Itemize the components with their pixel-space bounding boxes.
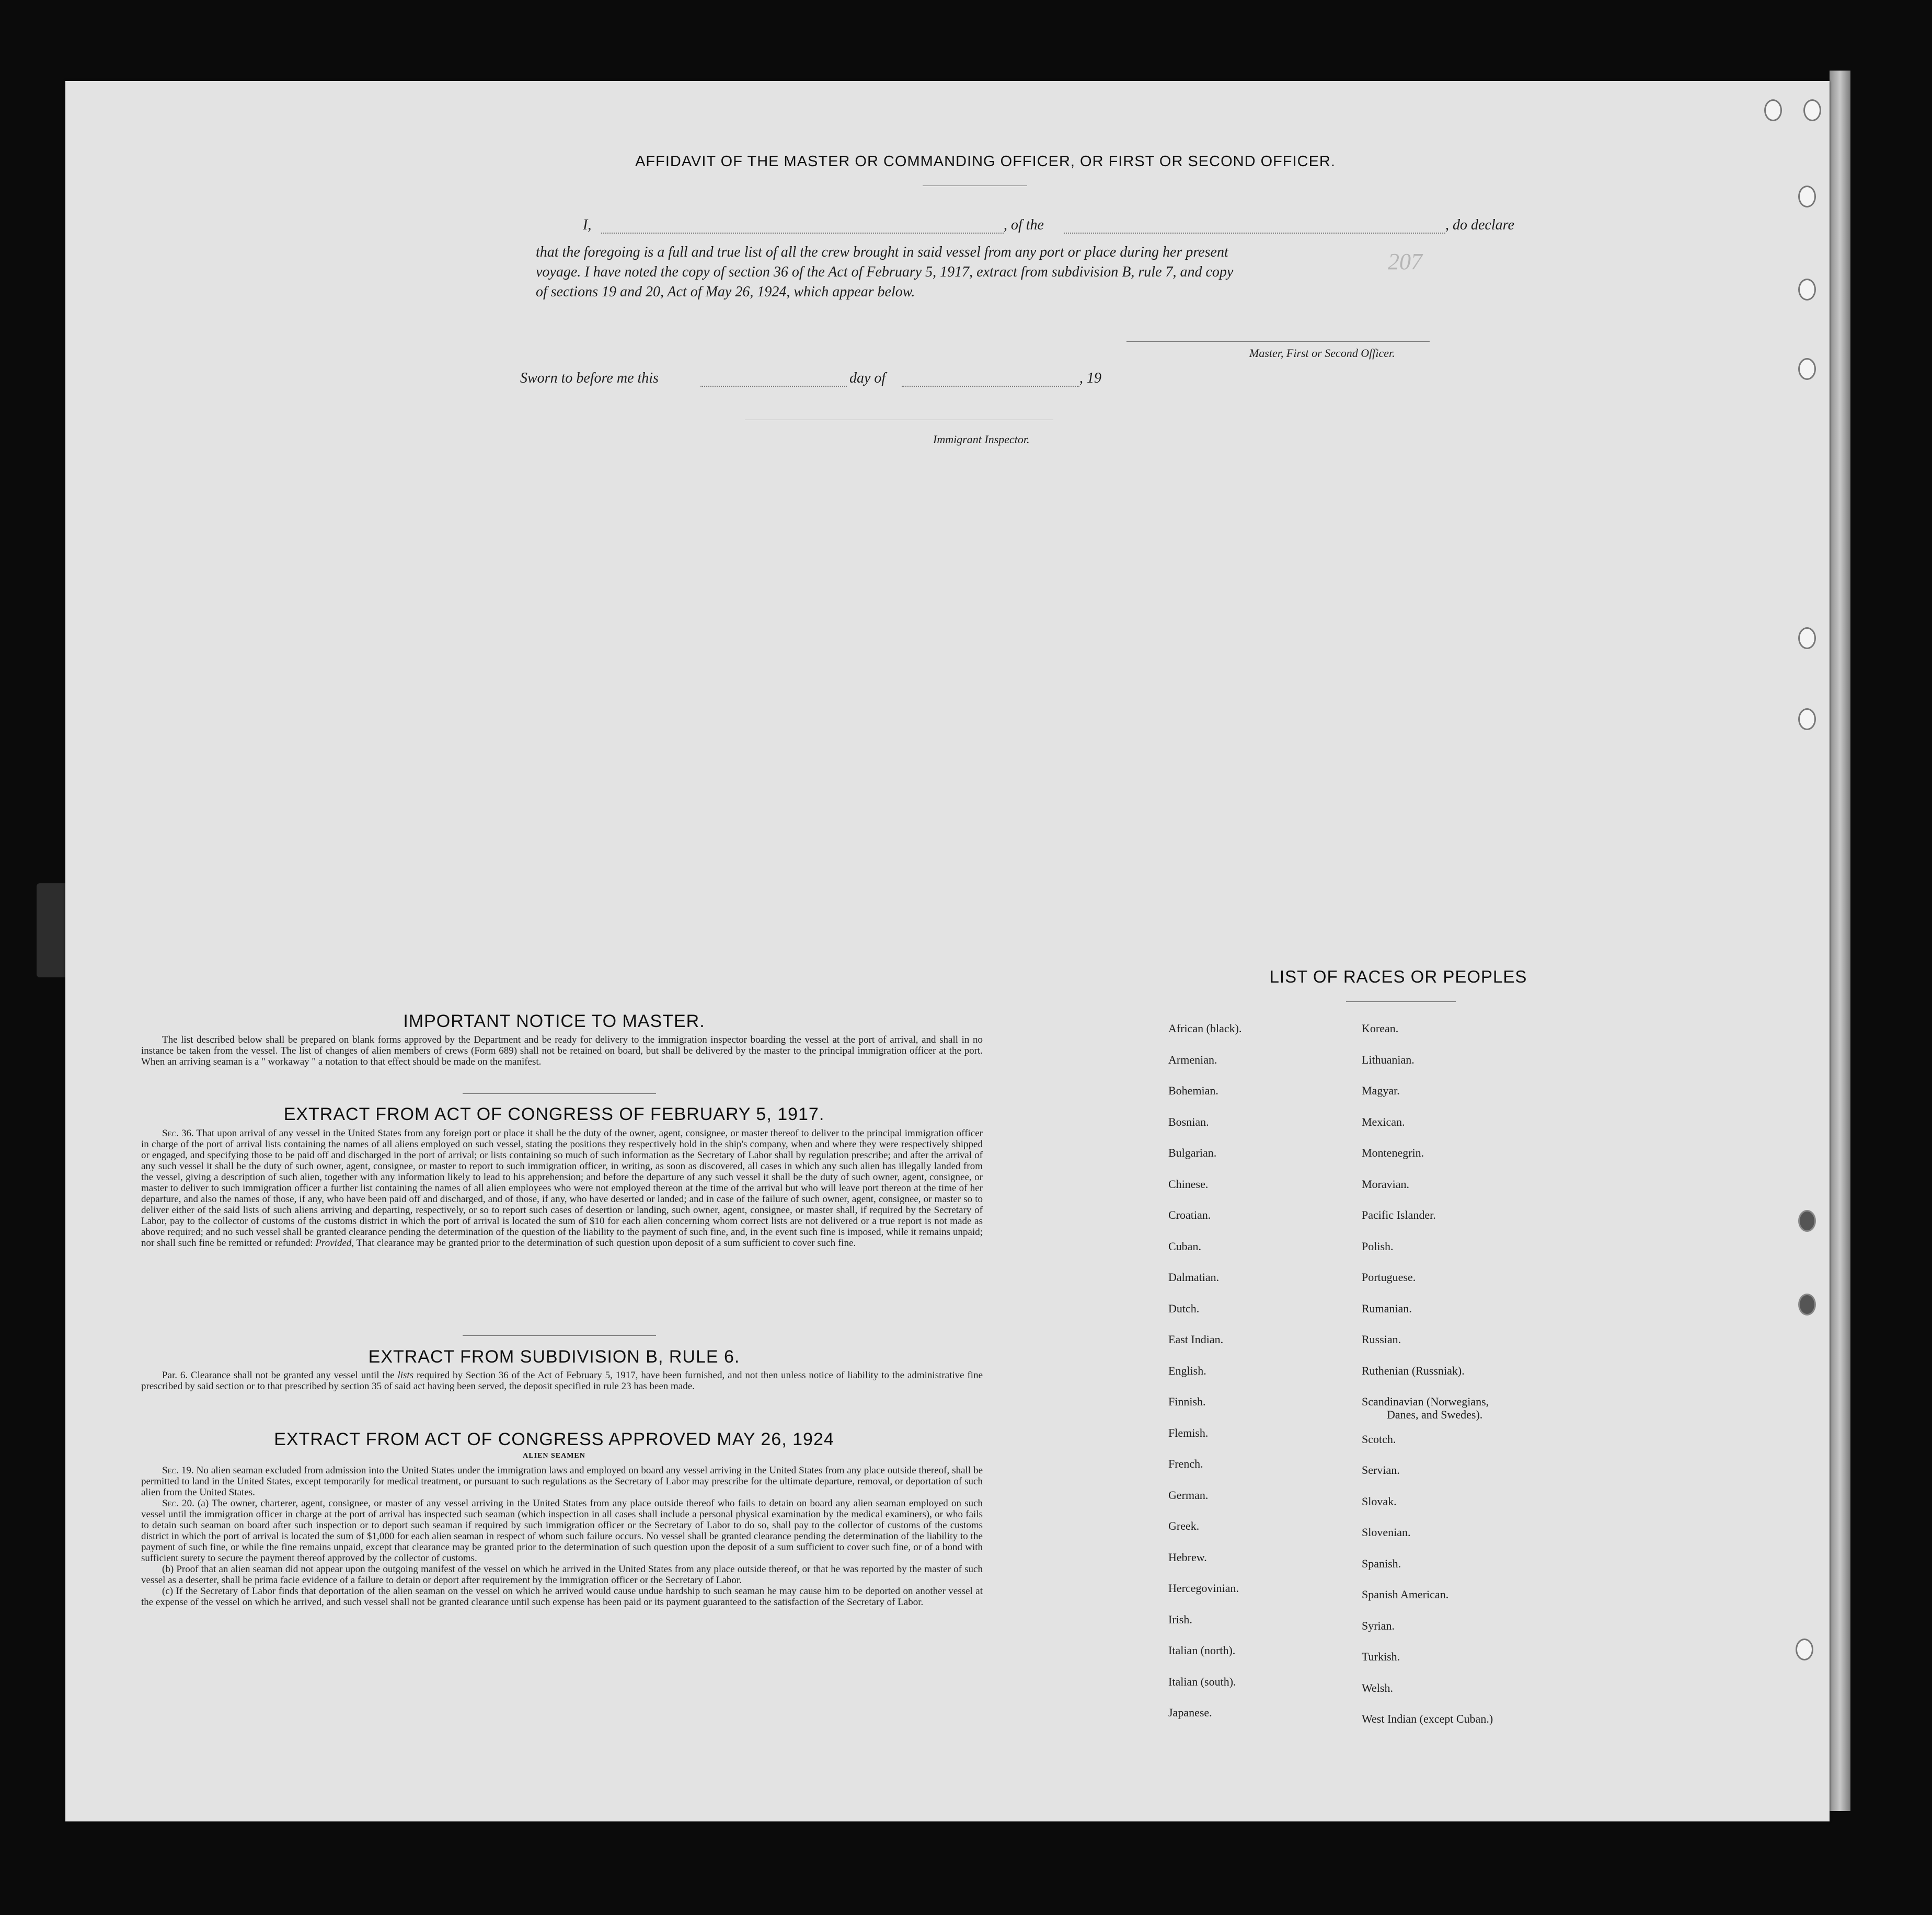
sec-19-label: Sec. 19. (162, 1465, 194, 1476)
notice-rule (463, 1093, 656, 1094)
sworn-prefix: Sworn to before me this (520, 370, 659, 386)
race-item: Greek. (1168, 1519, 1200, 1532)
race-item: Bulgarian. (1168, 1146, 1217, 1159)
sworn-day-line (700, 386, 847, 387)
race-item: Italian (north). (1168, 1644, 1236, 1657)
rule-6-text-b: required by Section 36 of the Act of February 5, 1917, have been furnished, and not then unless notice of liability to the administrative fine prescribed by said section or to that prescribed by section 35 of said act having been served, the deposit specified in rule 23 has been made. (141, 1370, 983, 1392)
race-item: Cuban. (1168, 1239, 1201, 1253)
race-scandinavian-continuation: Danes, and Swedes). (1387, 1408, 1483, 1421)
race-item: Bohemian. (1168, 1084, 1218, 1097)
punch-hole (1798, 1294, 1816, 1316)
extract-1924-text (141, 1465, 983, 1608)
races-title-rule (1346, 1001, 1456, 1002)
race-item: Italian (south). (1168, 1675, 1236, 1688)
race-item: Dutch. (1168, 1301, 1200, 1315)
sec-20-label: Sec. 20. (162, 1498, 194, 1509)
race-item: Lithuanian. (1362, 1053, 1414, 1066)
punch-hole (1803, 99, 1821, 121)
punch-hole (1798, 358, 1816, 380)
race-item: Portuguese. (1362, 1271, 1416, 1284)
notice-paragraph: The list described below shall be prepared on blank forms approved by the Department and be ready for delivery to the immigration inspector boarding the vessel at the port of arrival, and shall in no instance be taken from the vessel. The list of changes of alien members of crews (Form 689) shall not be retained on board, but shall be delivered by the master to the principal immigration officer at the port. When an arriving seaman is a " workaway " a notation to that effect should be made on the manifest. (141, 1034, 983, 1067)
race-item: Slovenian. (1362, 1526, 1411, 1539)
race-item: Moravian. (1362, 1177, 1410, 1191)
punch-hole (1796, 1639, 1813, 1660)
race-item: Slovak. (1362, 1494, 1397, 1508)
sworn-month-line (902, 386, 1079, 387)
race-item: Syrian. (1362, 1619, 1395, 1632)
race-item: Chinese. (1168, 1177, 1209, 1191)
inspector-label: Immigrant Inspector. (933, 433, 1030, 446)
notice-title: IMPORTANT NOTICE TO MASTER. (403, 1011, 705, 1031)
race-item: Welsh. (1362, 1681, 1393, 1694)
race-item: West Indian (except Cuban.) (1362, 1712, 1493, 1725)
punch-hole (1798, 279, 1816, 301)
race-item: Spanish. (1362, 1556, 1401, 1570)
punch-hole (1798, 708, 1816, 730)
punch-hole (1798, 627, 1816, 649)
affidavit-do-declare: , do declare (1445, 217, 1514, 233)
race-item: Ruthenian (Russniak). (1362, 1364, 1465, 1377)
punch-hole (1798, 186, 1816, 207)
race-item: Bosnian. (1168, 1115, 1209, 1128)
race-item: Rumanian. (1362, 1301, 1412, 1315)
race-item: Scandinavian (Norwegians, (1362, 1395, 1489, 1408)
extract-1924-subtitle: ALIEN SEAMEN (523, 1452, 585, 1460)
race-item: Mexican. (1362, 1115, 1405, 1128)
manifest-page (65, 81, 1830, 1821)
provided-label: Provided, (315, 1238, 354, 1249)
race-item: Russian. (1362, 1333, 1401, 1346)
race-item: Armenian. (1168, 1053, 1217, 1066)
race-item: English. (1168, 1364, 1206, 1377)
race-item: Pacific Islander. (1362, 1208, 1436, 1221)
signature-label: Master, First or Second Officer. (1249, 347, 1395, 360)
race-item: Turkish. (1362, 1650, 1400, 1663)
rule-6-text (141, 1370, 983, 1392)
races-title: LIST OF RACES OR PEOPLES (1269, 967, 1527, 986)
race-item: East Indian. (1168, 1333, 1224, 1346)
sec-19-text: No alien seaman excluded from admission into the United States under the immigration laws and employed on board any vessel arriving in the United States from any place outside thereof, shall be permitted to land in the United States, except temporarily for medical treatment, or pursuant to such regulations as the Secretary of Labor may prescribe for the ultimate departure, removal, or deportation of such alien from the United States. (141, 1465, 983, 1498)
affidavit-i: I, (583, 217, 592, 233)
notice-text (141, 1034, 983, 1067)
affidavit-of-the: , of the (1004, 217, 1044, 233)
extract-1917-rule (463, 1335, 656, 1336)
race-item: Flemish. (1168, 1426, 1209, 1439)
race-item: Montenegrin. (1362, 1146, 1424, 1159)
rule-6-title: EXTRACT FROM SUBDIVISION B, RULE 6. (368, 1347, 740, 1367)
bleed-through-page-number: 207 (1388, 249, 1422, 274)
race-item: Japanese. (1168, 1706, 1212, 1719)
sec-36-text-end: That clearance may be granted prior to the determination of such question upon deposit of a sum sufficient to cover such fine. (356, 1238, 856, 1249)
race-item: Scotch. (1362, 1432, 1396, 1446)
race-item: Croatian. (1168, 1208, 1211, 1221)
sec-20-c-text: (c) If the Secretary of Labor finds that deportation of the alien seaman on the vessel on which he arrived would cause undue hardship to such seaman he may cause him to be deported on another vessel at the expense of the vessel on which he arrived, and such vessel shall not be granted clearance until such expense has been paid or its payment guaranteed to the satisfaction of the Secretary of Labor. (141, 1586, 983, 1608)
race-item: Korean. (1362, 1022, 1399, 1035)
rule-6-lists: lists (397, 1370, 414, 1381)
race-item: Hebrew. (1168, 1550, 1207, 1564)
affidavit-line-3: voyage. I have noted the copy of section 36 of the Act of February 5, 1917, extract from subdivision B, rule 7, and copy (536, 264, 1234, 280)
race-item: Polish. (1362, 1239, 1394, 1253)
race-item: German. (1168, 1488, 1209, 1502)
extract-1917-title: EXTRACT FROM ACT OF CONGRESS OF FEBRUARY 5, 1917. (283, 1104, 825, 1124)
race-item: Hercegovinian. (1168, 1582, 1239, 1595)
sec-36-label: Sec. 36. (162, 1128, 194, 1139)
punch-hole (1798, 1210, 1816, 1232)
race-item: Finnish. (1168, 1395, 1206, 1408)
affidavit-vessel-line (1064, 233, 1445, 234)
page-edge (1830, 71, 1850, 1811)
sec-20-a-text: (a) The owner, charterer, agent, consignee, or master of any vessel arriving in the United States from any place outside thereof who fails to detain on board any alien seaman employed on such vessel until the immigration officer in charge at the port of arrival has inspected such seaman (which inspection in all cases shall include a personal physical examination by the medical examiners), or who fails to detain such seaman on board after such inspection or to deport such seaman if required by such immigration officer or the Secretary of Labor to do so, shall pay to the collector of customs of the customs district in which the port of arrival is located the sum of $1,000 for each alien seaman in respect of whom such failure occurs. No vessel shall be granted clearance pending the determination of the liability to the payment of such fine, or while the fine remains unpaid, except that clearance may be granted prior to the determination of such question upon the deposit of a sum sufficient to cover such fine, or of a bond with sufficient surety to secure the payment thereof approved by the collector of customs. (141, 1498, 983, 1564)
binding-clip (37, 883, 68, 977)
affidavit-title: AFFIDAVIT OF THE MASTER OR COMMANDING OFFICER, OR FIRST OR SECOND OFFICER. (635, 153, 1336, 170)
signature-line (1126, 341, 1430, 342)
rule-6-text-a: Par. 6. Clearance shall not be granted any vessel until the (162, 1370, 395, 1381)
extract-1917-text (141, 1128, 983, 1249)
extract-1924-title: EXTRACT FROM ACT OF CONGRESS APPROVED MAY 26, 1924 (274, 1429, 834, 1449)
punch-hole (1764, 99, 1782, 121)
race-item: African (black). (1168, 1022, 1242, 1035)
affidavit-name-line (601, 233, 1004, 234)
sec-36-text: That upon arrival of any vessel in the United States from any foreign port or place it shall be the duty of the owner, agent, consignee, or master thereof to deliver to the principal immigration officer in charge of the port of arrival lists containing the names of all aliens employed on such vessel, stating the positions they respectively hold in the ship's company, when and where they were respectively shipped or engaged, and specifying those to be paid off and discharged in the port of arrival; or lists containing so much of such information as the Secretary of Labor shall by regulation prescribe; and after the arrival of any such vessel it shall be the duty of such owner, agent, consignee, or master to report to such immigration officer, in writing, as soon as discovered, all cases in which any such alien has illegally landed from the vessel, giving a description of such alien, together with any information likely to lead to his apprehension; and before the departure of any such vessel it shall be the duty of such owner, agent, consignee, or master to deliver to such immigration officer a further list containing the names of all alien employees who were not employed thereon at the time of the arrival but who will leave port thereon at the time of her departure, and also the names of those, if any, who have been paid off and discharged, and of those, if any, who have deserted or landed; and in case of the failure of such owner, agent, consignee, or master so to deliver either of the said lists of such aliens arriving and departing, respectively, or so to report such cases of desertion or landing, such owner, agent, consignee, or master shall, if required by the Secretary of Labor, pay to the collector of customs of the customs district in which the port of arrival is located the sum of $10 for each alien concerning whom correct lists are not delivered or a true report is not made as above required; and no such vessel shall be granted clearance pending the determination of the question of the liability to the payment of such fine, and, in the event such fine is imposed, while it remains unpaid; nor shall such fine be remitted or refunded: (141, 1128, 983, 1249)
sec-20-b-text: (b) Proof that an alien seaman did not appear upon the outgoing manifest of the vessel on which he arrived in the United States from any place outside thereof, or that he was reported by the master of such vessel as a deserter, shall be prima facie evidence of a failure to detain or deport after requirement by the immigration officer or the Secretary of Labor. (141, 1564, 983, 1586)
race-item: Spanish American. (1362, 1588, 1449, 1601)
sworn-day-of: day of (849, 370, 886, 386)
sworn-line (520, 370, 1252, 387)
race-item: Magyar. (1362, 1084, 1400, 1097)
race-item: Dalmatian. (1168, 1271, 1220, 1284)
sworn-year: , 19 (1079, 370, 1101, 386)
affidavit-line-4: of sections 19 and 20, Act of May 26, 1924, which appear below. (536, 284, 915, 300)
race-item: Servian. (1362, 1463, 1400, 1476)
race-item: French. (1168, 1457, 1203, 1470)
affidavit-line-2: that the foregoing is a full and true list of all the crew brought in said vessel from any port or place during her present (536, 244, 1228, 260)
race-item: Irish. (1168, 1612, 1192, 1626)
